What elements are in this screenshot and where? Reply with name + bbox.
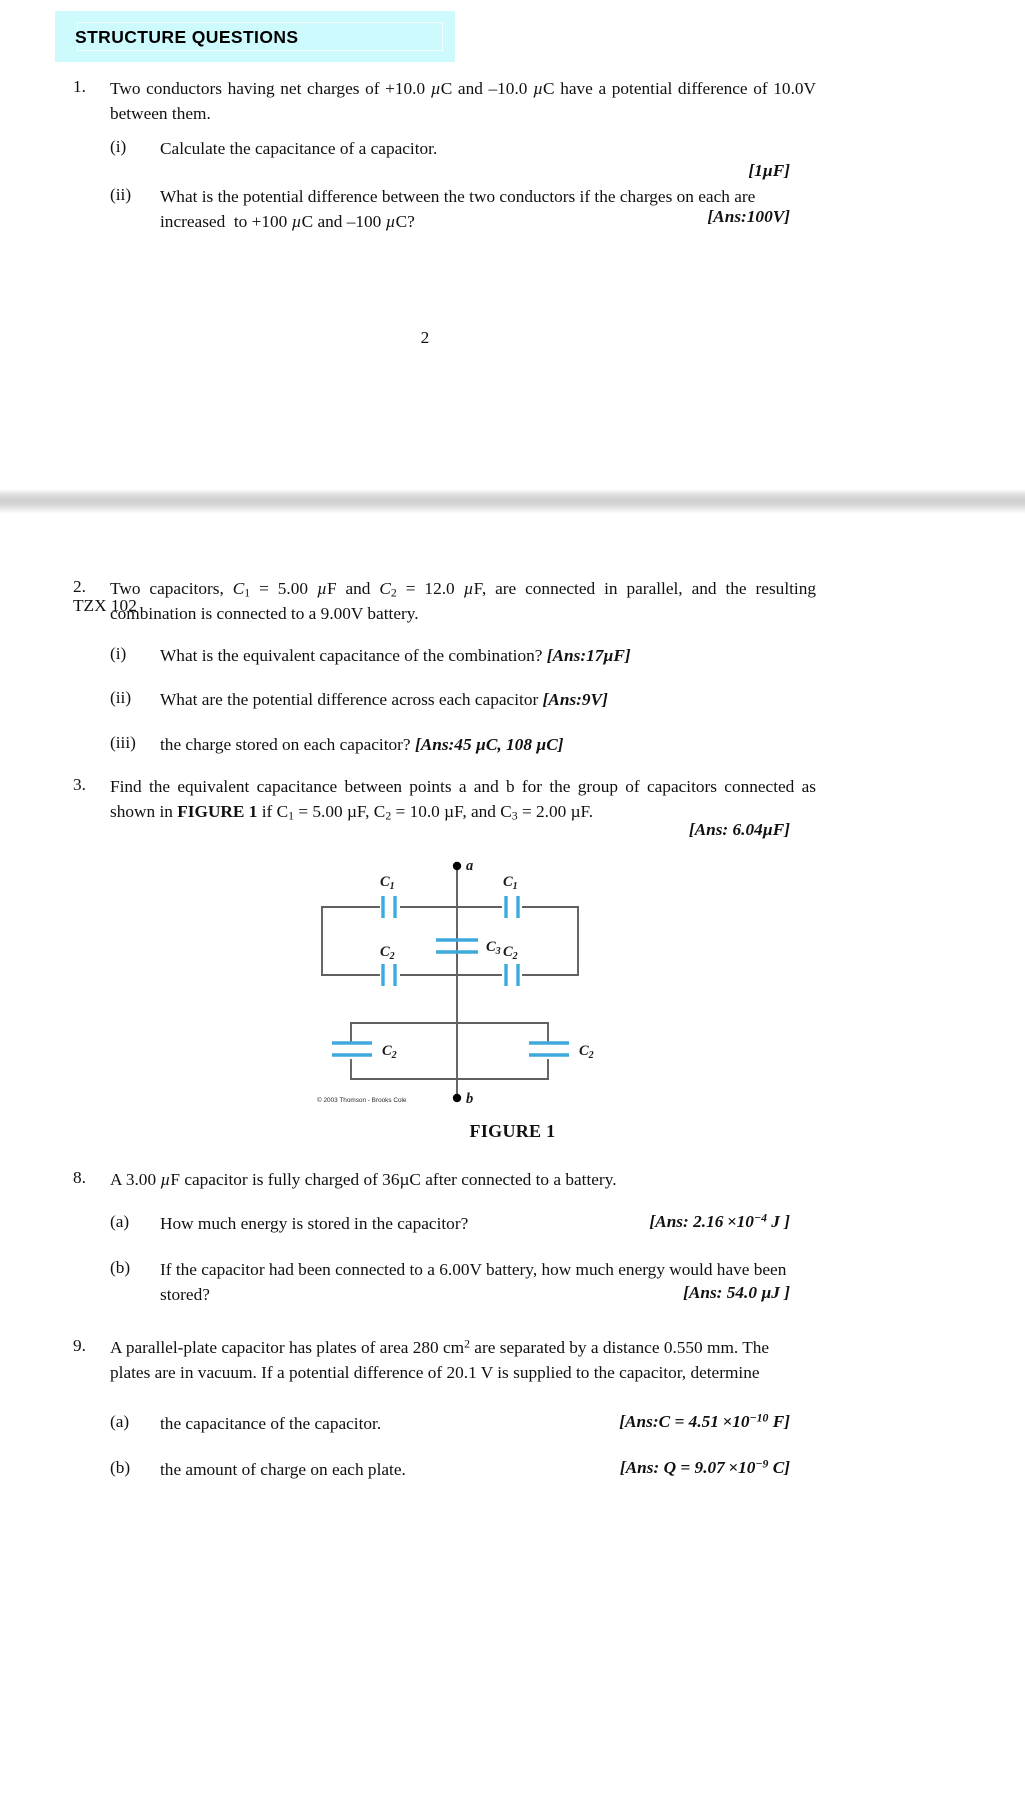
question-1-part-i-label: (i) (110, 137, 127, 156)
page-break-divider (0, 489, 1025, 514)
node-a-dot (453, 862, 461, 870)
node-b-label: b (466, 1091, 474, 1107)
question-1-part-ii-label: (ii) (110, 185, 132, 204)
label-c3: $C_3$ (486, 939, 501, 957)
question-2-number: 2. (73, 577, 86, 596)
question-1-part-ii-answer: [Ans:100V] (707, 207, 790, 226)
figure-1-circuit-diagram (300, 848, 620, 1116)
node-b-dot (453, 1094, 461, 1102)
question-8-part-a-text: How much energy is stored in the capacitor? (160, 1214, 469, 1233)
question-1-part-ii-text: What is the potential difference between the two conductors if the charges on each are increased to +100 µC and –100 µC? (160, 187, 756, 231)
question-1-text: Two conductors having net charges of +10.0 µC and –10.0 µC have a potential difference of 10.0V between them. (110, 79, 817, 123)
label-c1-left: $C_1$ (380, 874, 395, 892)
question-8-part-b-text: If the capacitor had been connected to a 6.00V battery, how much energy would have been stored? (160, 1260, 787, 1304)
question-8-part-b-label: (b) (110, 1258, 131, 1277)
question-2-part-ii-body: What are the potential difference across each capacitor (160, 690, 539, 709)
question-8-number: 8. (73, 1168, 86, 1187)
question-9-number: 9. (73, 1336, 86, 1355)
question-3-answer: [Ans: 6.04µF] (688, 820, 790, 839)
question-9-part-a-label: (a) (110, 1412, 130, 1431)
question-1-part-i-text: Calculate the capacitance of a capacitor. (160, 139, 438, 158)
label-c2-lower-right: $C_2$ (579, 1043, 594, 1061)
question-8-part-a-label: (a) (110, 1212, 130, 1231)
question-2-part-iii-text (160, 733, 820, 758)
question-3-number: 3. (73, 775, 86, 794)
figure-copyright: © 2003 Thomson - Brooks Cole (317, 1097, 407, 1104)
question-1-part-i-answer: [1µF] (748, 161, 790, 180)
question-2-part-iii-label: (iii) (110, 733, 136, 752)
question-2-part-ii-answer: [Ans:9V] (542, 690, 608, 709)
label-c1-right: $C_1$ (503, 874, 518, 892)
question-9-part-b-text: the amount of charge on each plate. (160, 1460, 406, 1479)
question-2-text: Two capacitors, $C_1 = 5.00$ µF and $C_2 = 12.0$ µF, are connected in parallel, and the resulting combination is connected to a 9.00V battery. (110, 579, 817, 624)
label-c2-lower-left: $C_2$ (382, 1043, 397, 1061)
question-8-part-b-answer: [Ans: 54.0 µJ ] (683, 1283, 790, 1302)
question-2-part-i-answer: [Ans:17µF] (546, 646, 631, 665)
question-3-text: Find the equivalent capacitance between points a and b for the group of capacitors connected as shown in FIGURE 1 if $C_1 = 5.00$ µF, $C_2 = 10.0$ µF, and $C_3 = 2.00$ µF. (110, 777, 816, 823)
question-2-part-iii-answer: [Ans:45 µC, 108 µC] (414, 735, 564, 754)
figure-1-caption: FIGURE 1 (469, 1121, 556, 1141)
question-2-part-ii-label: (ii) (110, 688, 132, 707)
document-code: TZX 102 (73, 596, 137, 615)
question-8-text: A 3.00 µF capacitor is fully charged of 36µC after connected to a battery. (110, 1170, 617, 1189)
question-8-part-a-answer: [Ans: $2.16 \times 10^{-4}$ J ] (649, 1212, 790, 1232)
question-9-part-b-answer: [Ans: $Q = 9.07 \times 10^{-9}$ C] (619, 1458, 790, 1478)
question-9-part-a-text: the capacitance of the capacitor. (160, 1414, 382, 1433)
page-title: STRUCTURE QUESTIONS (75, 27, 299, 47)
question-2-part-i-body: What is the equivalent capacitance of the combination? (160, 646, 543, 665)
label-c2-left: $C_2$ (380, 944, 395, 962)
question-1-number: 1. (73, 77, 86, 96)
question-2-part-ii-text (160, 688, 820, 713)
question-9-text: A parallel-plate capacitor has plates of area 280 $cm^2$ are separated by a distance 0.550 mm. The plates are in vacuum. If a potential difference of 20.1 V is supplied to the capacitor, determine (110, 1337, 770, 1382)
page-number: 2 (420, 328, 430, 347)
question-2-part-i-text (160, 644, 820, 669)
question-9-part-a-answer: [Ans:C = $4.51 \times 10^{-10}$ F] (619, 1412, 790, 1432)
question-9-part-b-label: (b) (110, 1458, 131, 1477)
question-2-part-i-label: (i) (110, 644, 127, 663)
question-2-part-iii-body: the charge stored on each capacitor? (160, 735, 411, 754)
node-a-label: a (466, 858, 474, 874)
label-c2-right: $C_2$ (503, 944, 518, 962)
